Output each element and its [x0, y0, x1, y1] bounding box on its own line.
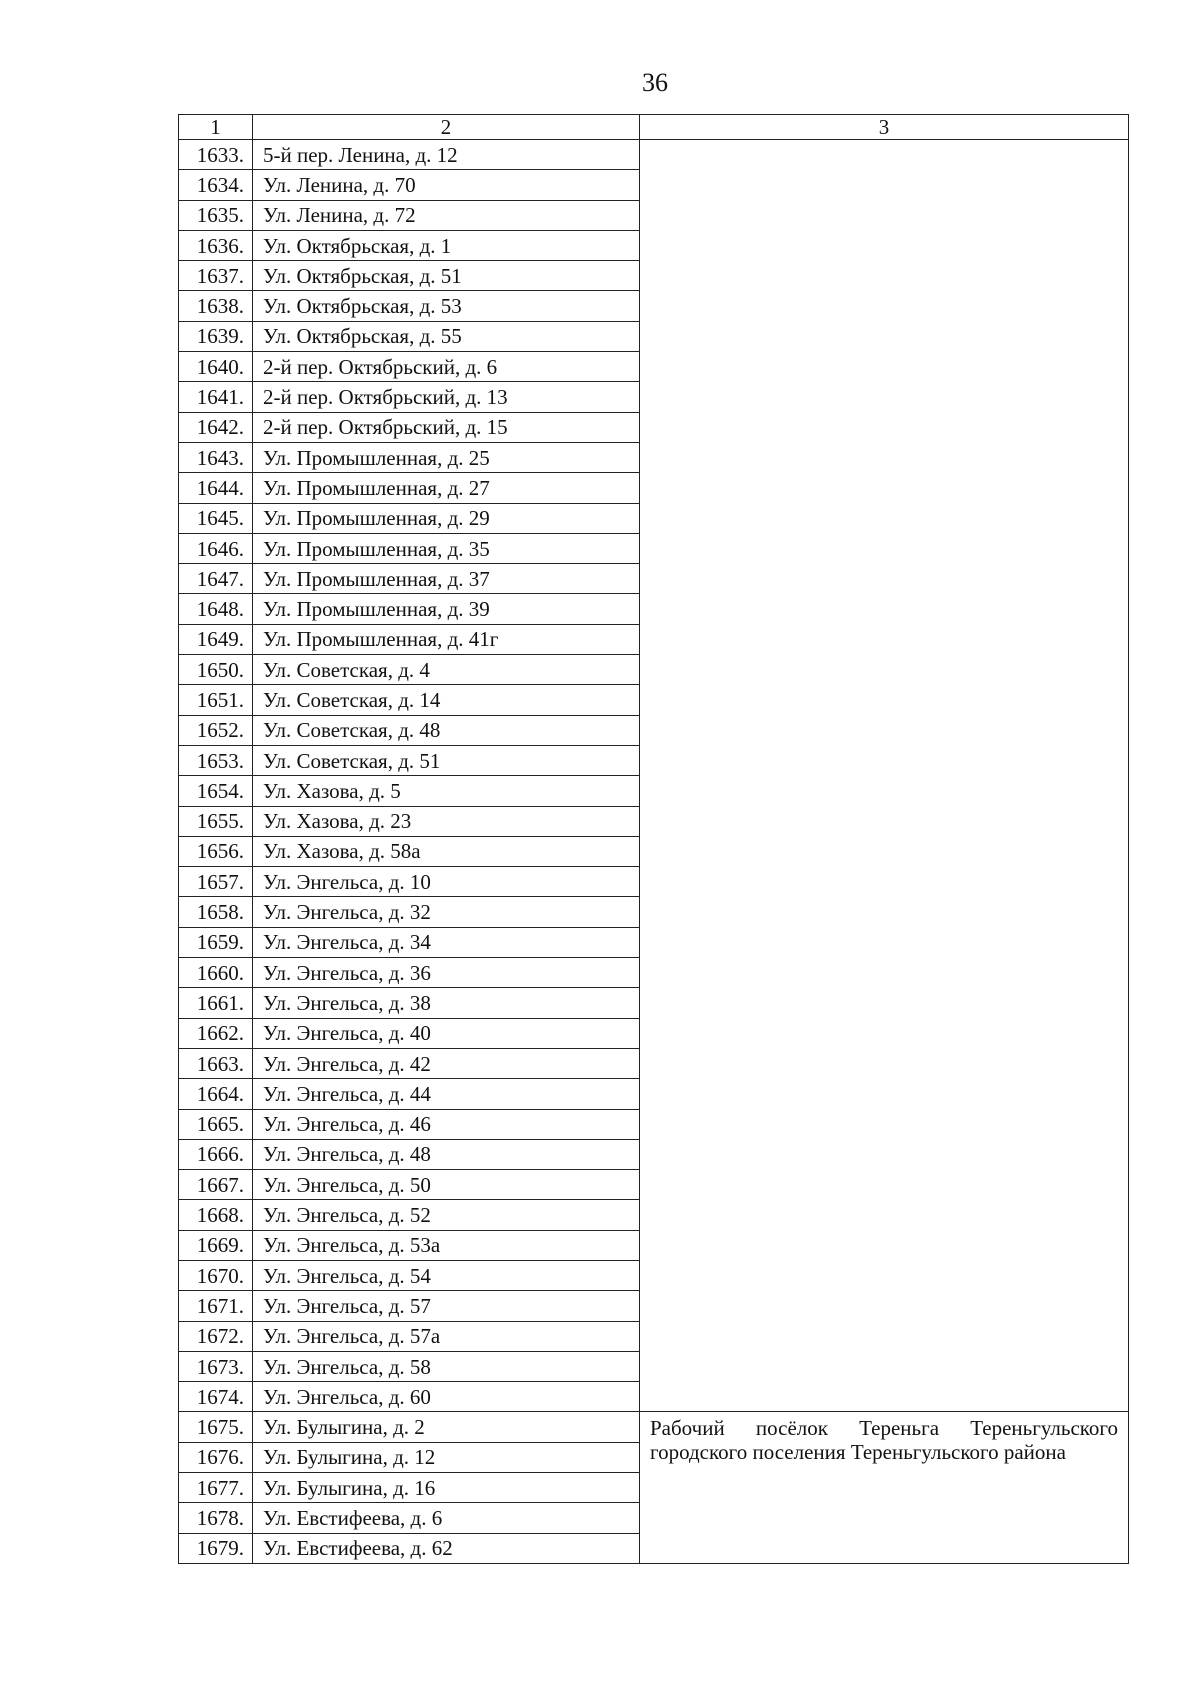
row-number: 1669.: [179, 1230, 253, 1260]
address-cell: Ул. Промышленная, д. 39: [253, 594, 640, 624]
row-number: 1640.: [179, 352, 253, 382]
row-number: 1638.: [179, 291, 253, 321]
row-number: 1662.: [179, 1018, 253, 1048]
row-number: 1656.: [179, 836, 253, 866]
row-number: 1642.: [179, 412, 253, 442]
row-number: 1652.: [179, 715, 253, 745]
row-number: 1665.: [179, 1109, 253, 1139]
address-cell: Ул. Советская, д. 4: [253, 655, 640, 685]
row-number: 1651.: [179, 685, 253, 715]
address-cell: 2-й пер. Октябрьский, д. 6: [253, 352, 640, 382]
address-cell: Ул. Энгельса, д. 38: [253, 988, 640, 1018]
address-cell: Ул. Октябрьская, д. 55: [253, 321, 640, 351]
row-number: 1663.: [179, 1048, 253, 1078]
address-cell: Ул. Промышленная, д. 29: [253, 503, 640, 533]
row-number: 1661.: [179, 988, 253, 1018]
row-number: 1641.: [179, 382, 253, 412]
address-cell: 5-й пер. Ленина, д. 12: [253, 140, 640, 170]
row-number: 1650.: [179, 655, 253, 685]
address-cell: Ул. Хазова, д. 58а: [253, 836, 640, 866]
address-cell: Ул. Энгельса, д. 54: [253, 1260, 640, 1290]
table-row: [179, 140, 1129, 170]
location-cell: Рабочий посёлок Тереньга Тереньгульского городского поселения Тереньгульского района: [640, 1412, 1129, 1563]
row-number: 1645.: [179, 503, 253, 533]
address-cell: Ул. Хазова, д. 5: [253, 776, 640, 806]
row-number: 1639.: [179, 321, 253, 351]
address-cell: Ул. Советская, д. 14: [253, 685, 640, 715]
address-cell: Ул. Евстифеева, д. 62: [253, 1533, 640, 1563]
row-number: 1643.: [179, 442, 253, 472]
row-number: 1676.: [179, 1442, 253, 1472]
address-cell: Ул. Энгельса, д. 52: [253, 1200, 640, 1230]
header-row: [179, 115, 1129, 140]
address-cell: Ул. Промышленная, д. 35: [253, 533, 640, 563]
address-cell: Ул. Энгельса, д. 10: [253, 867, 640, 897]
row-number: 1658.: [179, 897, 253, 927]
row-number: 1648.: [179, 594, 253, 624]
address-cell: Ул. Булыгина, д. 16: [253, 1473, 640, 1503]
row-number: 1654.: [179, 776, 253, 806]
row-number: 1666.: [179, 1139, 253, 1169]
address-cell: Ул. Ленина, д. 72: [253, 200, 640, 230]
row-number: 1679.: [179, 1533, 253, 1563]
page-number: 36: [642, 68, 668, 97]
row-number: 1670.: [179, 1260, 253, 1290]
row-number: 1671.: [179, 1291, 253, 1321]
address-cell: Ул. Энгельса, д. 60: [253, 1382, 640, 1412]
address-table: [178, 114, 1129, 1564]
row-number: 1634.: [179, 170, 253, 200]
row-number: 1673.: [179, 1351, 253, 1381]
address-cell: Ул. Промышленная, д. 41г: [253, 624, 640, 654]
row-number: 1674.: [179, 1382, 253, 1412]
address-cell: Ул. Энгельса, д. 48: [253, 1139, 640, 1169]
address-cell: Ул. Булыгина, д. 12: [253, 1442, 640, 1472]
address-cell: 2-й пер. Октябрьский, д. 13: [253, 382, 640, 412]
address-cell: Ул. Октябрьская, д. 51: [253, 261, 640, 291]
address-cell: Ул. Промышленная, д. 25: [253, 442, 640, 472]
address-cell: Ул. Октябрьская, д. 53: [253, 291, 640, 321]
table-row: [179, 1412, 1129, 1442]
address-cell: Ул. Энгельса, д. 32: [253, 897, 640, 927]
row-number: 1668.: [179, 1200, 253, 1230]
address-cell: 2-й пер. Октябрьский, д. 15: [253, 412, 640, 442]
row-number: 1655.: [179, 806, 253, 836]
address-cell: Ул. Энгельса, д. 42: [253, 1048, 640, 1078]
address-cell: Ул. Хазова, д. 23: [253, 806, 640, 836]
address-cell: Ул. Энгельса, д. 53а: [253, 1230, 640, 1260]
address-cell: Ул. Советская, д. 48: [253, 715, 640, 745]
row-number: 1653.: [179, 745, 253, 775]
address-cell: Ул. Энгельса, д. 58: [253, 1351, 640, 1381]
address-cell: Ул. Евстифеева, д. 6: [253, 1503, 640, 1533]
row-number: 1649.: [179, 624, 253, 654]
address-cell: Ул. Булыгина, д. 2: [253, 1412, 640, 1442]
row-number: 1660.: [179, 958, 253, 988]
address-cell: Ул. Энгельса, д. 57а: [253, 1321, 640, 1351]
column-header-3: 3: [640, 115, 1129, 140]
row-number: 1637.: [179, 261, 253, 291]
row-number: 1667.: [179, 1170, 253, 1200]
row-number: 1635.: [179, 200, 253, 230]
row-number: 1678.: [179, 1503, 253, 1533]
address-cell: Ул. Ленина, д. 70: [253, 170, 640, 200]
address-cell: Ул. Энгельса, д. 44: [253, 1079, 640, 1109]
address-cell: Ул. Промышленная, д. 37: [253, 564, 640, 594]
table-body: [179, 140, 1129, 1564]
address-cell: Ул. Энгельса, д. 50: [253, 1170, 640, 1200]
row-number: 1644.: [179, 473, 253, 503]
address-cell: Ул. Энгельса, д. 36: [253, 958, 640, 988]
location-cell: [640, 140, 1129, 1412]
address-cell: Ул. Промышленная, д. 27: [253, 473, 640, 503]
row-number: 1657.: [179, 867, 253, 897]
address-cell: Ул. Советская, д. 51: [253, 745, 640, 775]
row-number: 1636.: [179, 230, 253, 260]
column-header-2: 2: [253, 115, 640, 140]
address-cell: Ул. Энгельса, д. 34: [253, 927, 640, 957]
address-cell: Ул. Октябрьская, д. 1: [253, 230, 640, 260]
row-number: 1672.: [179, 1321, 253, 1351]
row-number: 1633.: [179, 140, 253, 170]
row-number: 1677.: [179, 1473, 253, 1503]
row-number: 1675.: [179, 1412, 253, 1442]
row-number: 1659.: [179, 927, 253, 957]
column-header-1: 1: [179, 115, 253, 140]
address-cell: Ул. Энгельса, д. 57: [253, 1291, 640, 1321]
row-number: 1646.: [179, 533, 253, 563]
address-cell: Ул. Энгельса, д. 40: [253, 1018, 640, 1048]
row-number: 1647.: [179, 564, 253, 594]
row-number: 1664.: [179, 1079, 253, 1109]
address-cell: Ул. Энгельса, д. 46: [253, 1109, 640, 1139]
